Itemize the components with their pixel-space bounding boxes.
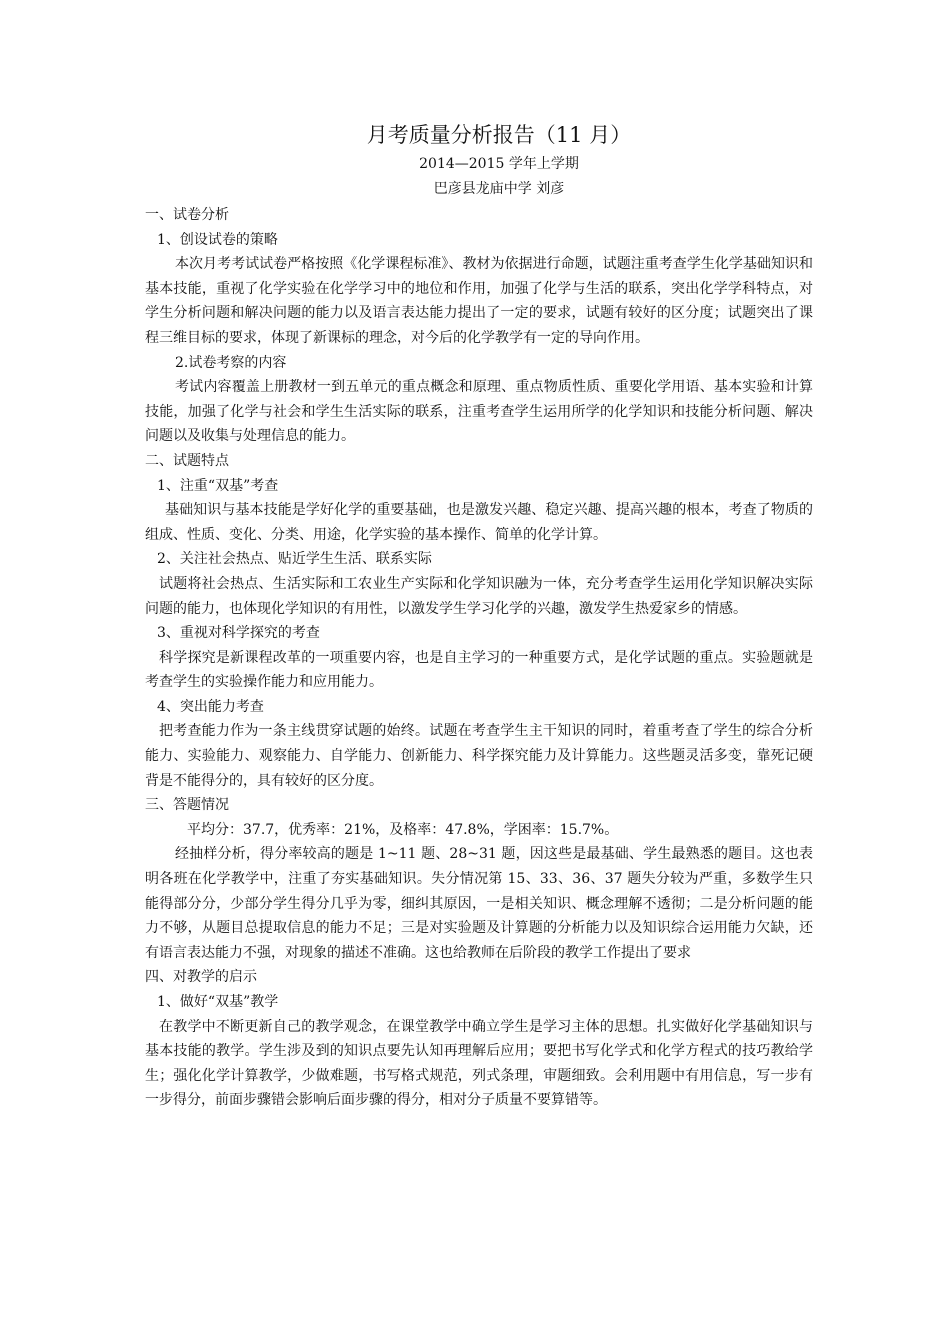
- subsection-heading-2-4: 4、突出能力考查: [157, 698, 264, 715]
- paragraph-4-1: 在教学中不断更新自己的教学观念，在课堂教学中确立学生是学习主体的思想。扎实做好化学基础知识与基本技能的教学。学生涉及到的知识点要先认知再理解后应用；要把书写化学式和化学方程式的技巧教给学生；强化化学计算教学，少做难题，书写格式规范，列式条理，审题细致。会利用题中有用信息，写一步有一步得分，前面步骤错会影响后面步骤的得分，相对分子质量不要算错等。: [145, 1018, 813, 1109]
- subsection-heading-2-1: 1、注重“双基”考查: [157, 477, 279, 494]
- school-term: 2014—2015 学年上学期: [419, 156, 579, 172]
- report-title: 月考质量分析报告（11 月）: [366, 123, 632, 147]
- paragraph-3-1: 经抽样分析，得分率较高的题是 1~11 题、28~31 题，因这些是最基础、学生最熟悉的题目。这也表明各班在化学教学中，注重了夯实基础知识。失分情况第 15、33、36、37 题失分较为严重，多数学生只能得部分分，少部分学生得分几乎为零，细纠其原因，一是相关知识、概念理解不透彻；二是分析问题的能力不够，从题目总提取信息的能力不足；三是对实验题及计算题的分析能力以及知识综合运用能力欠缺，还有语言表达能力不强，对现象的描述不准确。这也给教师在后阶段的教学工作提出了要求: [145, 846, 813, 961]
- author-line: 巴彦县龙庙中学 刘彦: [433, 181, 565, 197]
- section-heading-1: 一、试卷分析: [145, 207, 229, 223]
- section-heading-4: 四、对教学的启示: [145, 969, 257, 986]
- subsection-heading-1-2: 2.试卷考察的内容: [175, 354, 287, 371]
- paragraph-2-2: 试题将社会热点、生活实际和工农业生产实际和化学知识融为一体，充分考查学生运用化学知识解决实际问题的能力，也体现化学知识的有用性，以激发学生学习化学的兴趣，激发学生热爱家乡的情感。: [145, 575, 813, 617]
- paragraph-2-3: 科学探究是新课程改革的一项重要内容，也是自主学习的一种重要方式，是化学试题的重点。实验题就是考查学生的实验操作能力和应用能力。: [145, 649, 813, 691]
- paragraph-2-1: 基础知识与基本技能是学好化学的重要基础，也是激发兴趣、稳定兴趣、提高兴趣的根本，考查了物质的组成、性质、变化、分类、用途，化学实验的基本操作、简单的化学计算。: [145, 502, 813, 543]
- subsection-heading-2-2: 2、关注社会热点、贴近学生生活、联系实际: [157, 551, 432, 568]
- subsection-heading-2-3: 3、重视对科学探究的考查: [157, 625, 320, 642]
- section-heading-3: 三、答题情况: [145, 797, 229, 814]
- score-statistics: 平均分：37.7，优秀率：21%，及格率：47.8%，学困率：15.7%。: [187, 821, 619, 838]
- paragraph-2-4: 把考查能力作为一条主线贯穿试题的始终。试题在考查学生主干知识的同时，着重考查了学生的综合分析能力、实验能力、观察能力、自学能力、创新能力、科学探究能力及计算能力。这些题灵活多变，靠死记硬背是不能得分的，具有较好的区分度。: [145, 723, 813, 789]
- paragraph-1-2: 考试内容覆盖上册教材一到五单元的重点概念和原理、重点物质性质、重要化学用语、基本实验和计算技能，加强了化学与社会和学生生活实际的联系，注重考查学生运用所学的化学知识和技能分析问题、解决问题以及收集与处理信息的能力。: [145, 379, 813, 445]
- subsection-heading-1-1: 1、创设试卷的策略: [157, 231, 278, 248]
- section-heading-2: 二、试题特点: [145, 452, 229, 469]
- subsection-heading-4-1: 1、做好“双基”教学: [157, 994, 279, 1010]
- paragraph-1-1: 本次月考考试试卷严格按照《化学课程标准》、教材为依据进行命题，试题注重考查学生化学基础知识和基本技能，重视了化学实验在化学学习中的地位和作用，加强了化学与生活的联系，突出化学学科特点，对学生分析问题和解决问题的能力以及语言表达能力提出了一定的要求，试题有较好的区分度；试题突出了课程三维目标的要求，体现了新课标的理念，对今后的化学教学有一定的导向作用。: [145, 256, 813, 346]
- document-page: [145, 118, 813, 1113]
